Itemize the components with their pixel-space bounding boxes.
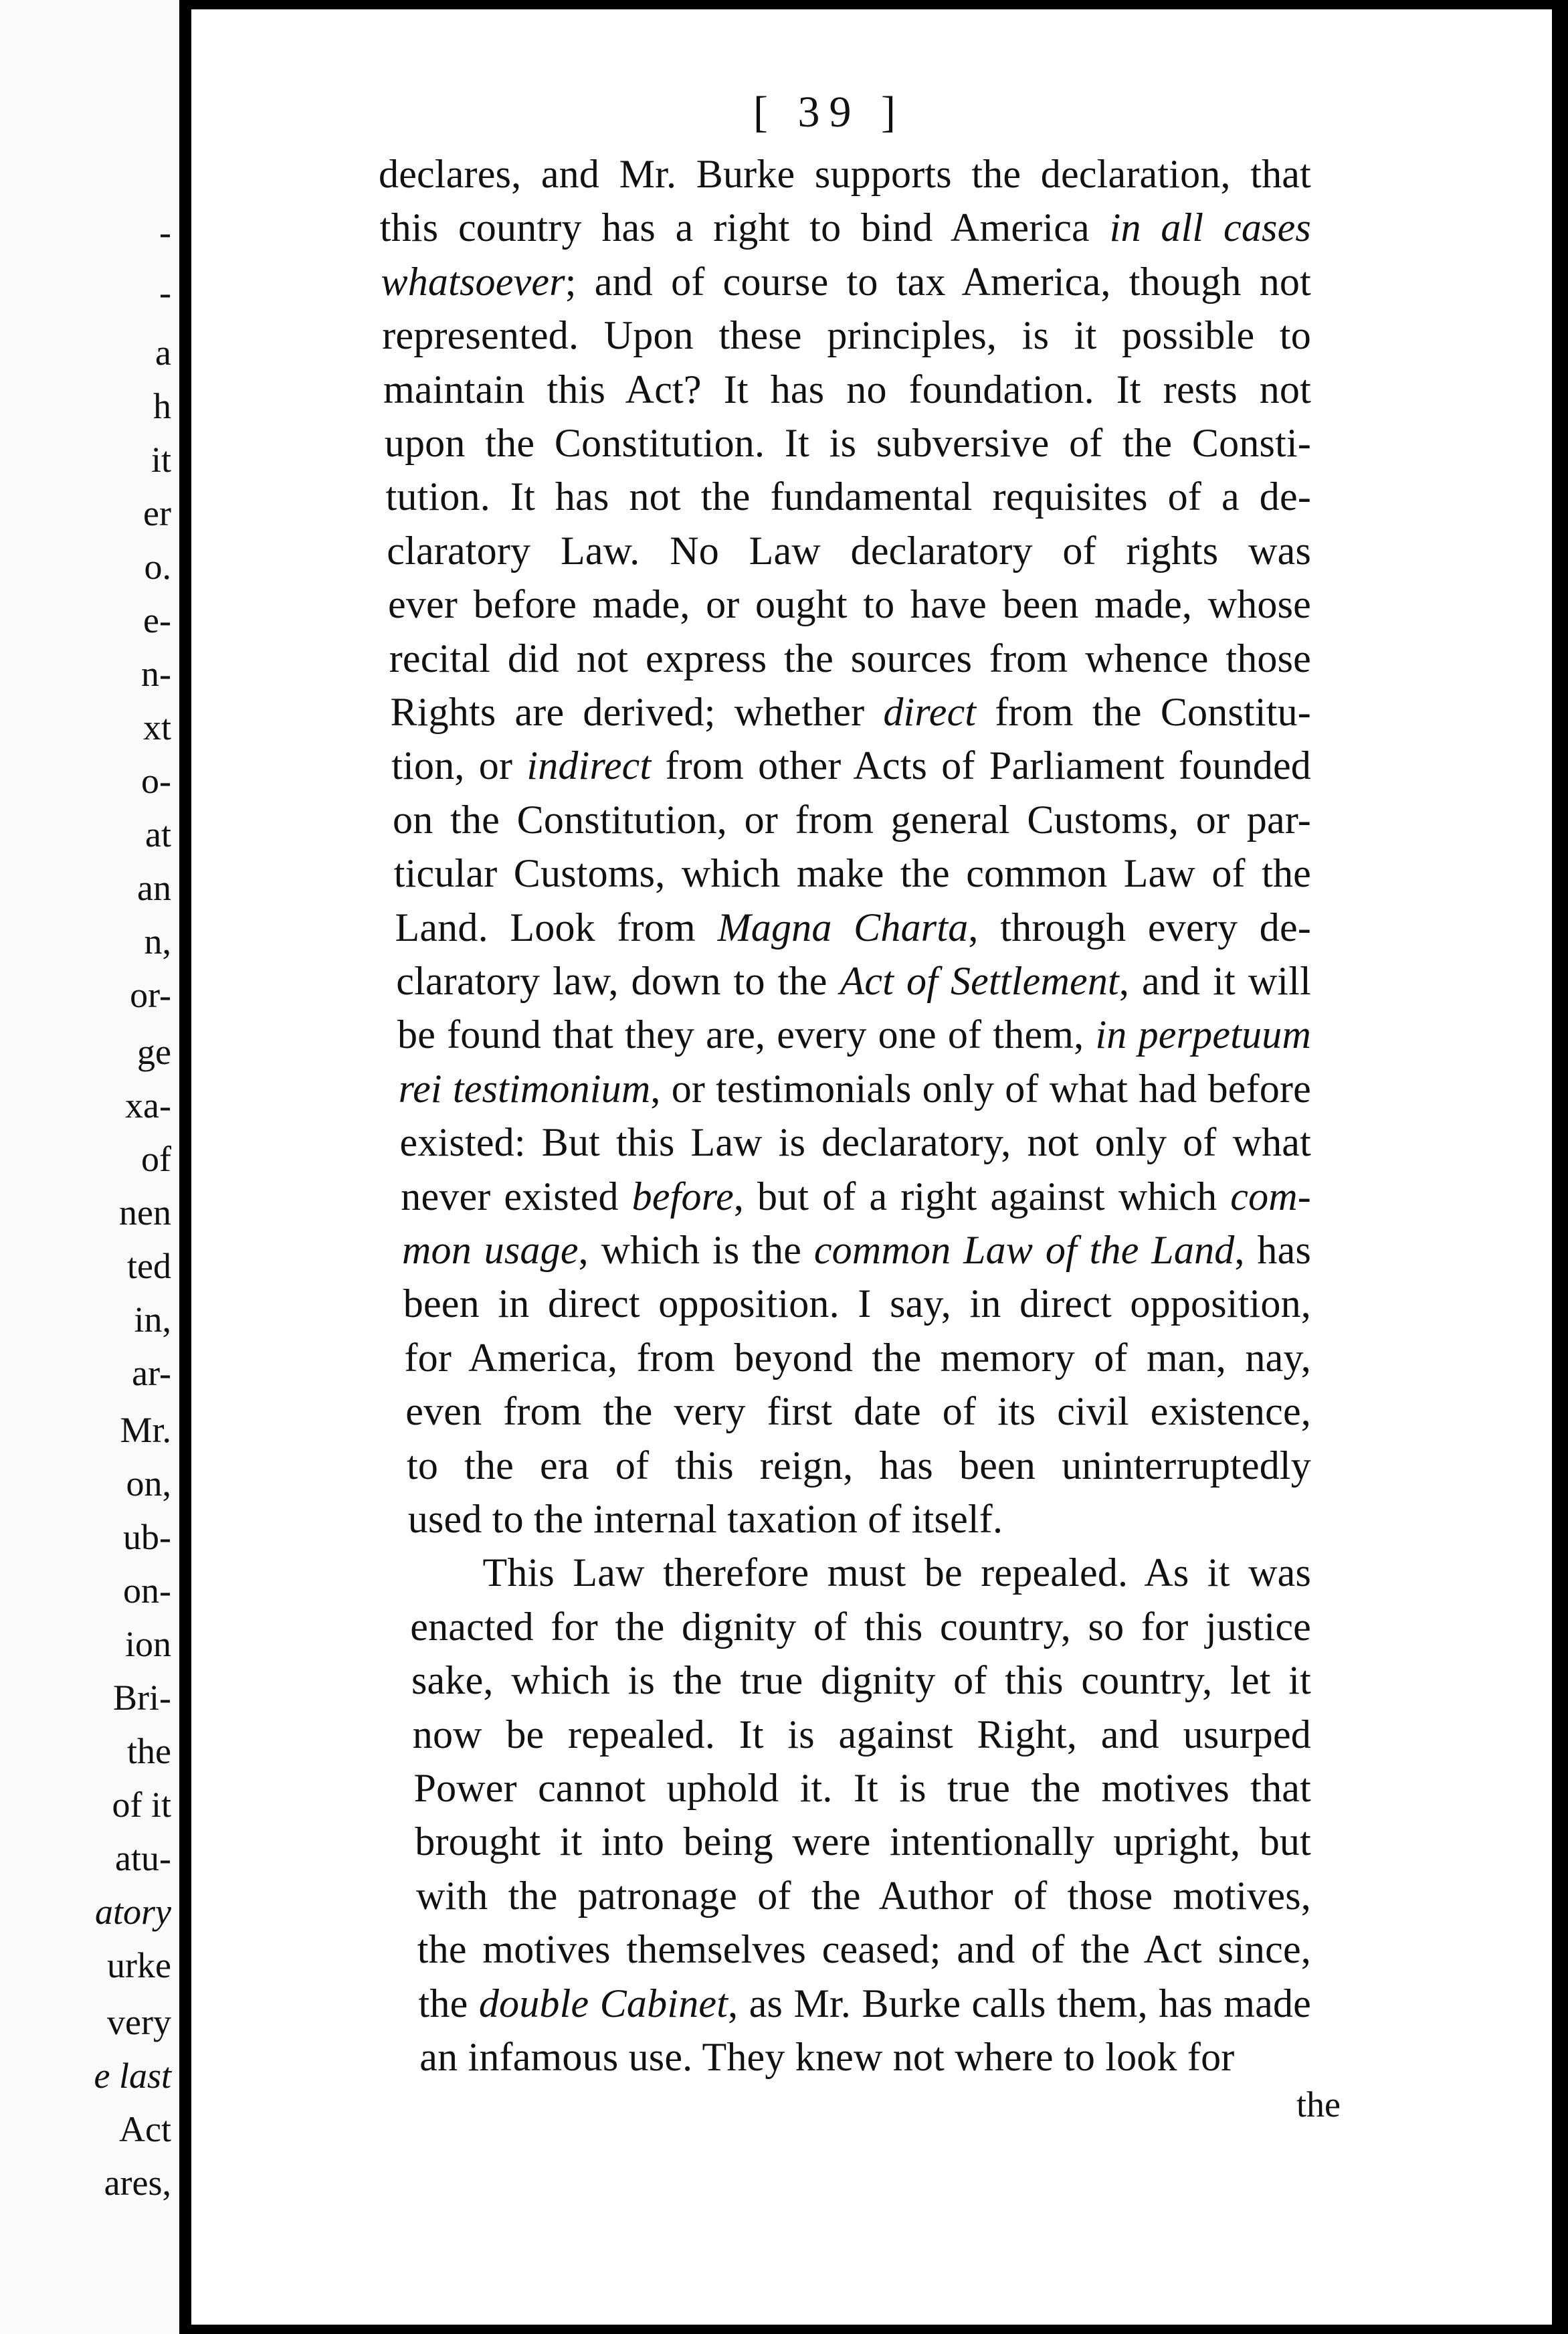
text-line: rei testimonium, or testimonials only of what had before bbox=[398, 1066, 1312, 1111]
left-page-text-fragment: n- bbox=[141, 654, 171, 694]
scan-border-top bbox=[191, 0, 1552, 9]
left-page-text-fragment: at bbox=[145, 814, 171, 855]
text-line: tution. It has not the fundamental requisites of a de- bbox=[385, 474, 1311, 519]
scan-border-bottom bbox=[191, 2325, 1552, 2334]
left-page-text-fragment: the bbox=[127, 1731, 171, 1771]
text-line: brought it into being were intentionally upright, but bbox=[415, 1819, 1311, 1864]
left-page-text-fragment: o. bbox=[144, 547, 171, 587]
left-page-text-fragment: - bbox=[159, 272, 171, 312]
left-page-text-fragment: of bbox=[141, 1139, 171, 1179]
left-page-text-fragment: Bri- bbox=[113, 1678, 171, 1718]
left-page-text-fragment: Mr. bbox=[120, 1410, 171, 1450]
left-page-text-fragment: on- bbox=[123, 1570, 171, 1611]
text-line: never existed before, but of a right against which com- bbox=[401, 1174, 1311, 1219]
text-line: with the patronage of the Author of those motives, bbox=[416, 1873, 1311, 1918]
text-line: recital did not express the sources from whence those bbox=[389, 636, 1311, 681]
left-page-text-fragment: - bbox=[159, 212, 171, 252]
text-line: used to the internal taxation of itself. bbox=[407, 1497, 1003, 1541]
left-page-text-fragment: h bbox=[153, 386, 171, 426]
text-line: enacted for the dignity of this country, so for justice bbox=[410, 1604, 1311, 1649]
text-line: claratory law, down to the Act of Settlement, and it will bbox=[396, 959, 1311, 1003]
text-line: Rights are derived; whether direct from the Constitu- bbox=[390, 690, 1311, 734]
left-page-text-fragment: on, bbox=[126, 1463, 171, 1504]
text-line: on the Constitution, or from general Customs, or par- bbox=[393, 797, 1311, 842]
page-number: [ 39 ] bbox=[753, 88, 905, 137]
left-page-text-fragment: ares, bbox=[104, 2163, 171, 2203]
text-line: this country has a right to bind America in all cases bbox=[379, 205, 1311, 250]
text-line: the double Cabinet, as Mr. Burke calls them, has made bbox=[418, 1981, 1311, 2026]
text-line: to the era of this reign, has been uninterruptedly bbox=[407, 1443, 1311, 1488]
text-line: Power cannot uphold it. It is true the motives that bbox=[413, 1766, 1311, 1810]
left-page-text-fragment: Act bbox=[119, 2109, 171, 2149]
left-page-text-fragment: it bbox=[151, 440, 171, 480]
text-line: upon the Constitution. It is subversive of the Consti- bbox=[384, 421, 1311, 465]
text-line: be found that they are, every one of them, in perpetuum bbox=[397, 1012, 1311, 1057]
left-page-text-fragment: nen bbox=[119, 1192, 171, 1233]
text-line: an infamous use. They knew not where to look for bbox=[419, 2035, 1235, 2079]
text-line: represented. Upon these principles, is it possible to bbox=[382, 313, 1311, 358]
page-gutter bbox=[179, 0, 191, 2334]
left-page-text-fragment: very bbox=[107, 2002, 171, 2042]
left-page-text-fragment: er bbox=[143, 493, 171, 533]
left-page-text-fragment: atory bbox=[95, 1892, 171, 1932]
left-page-text-fragment: of it bbox=[112, 1785, 171, 1825]
text-line: declares, and Mr. Burke supports the declaration, that bbox=[379, 152, 1311, 196]
text-line: now be repealed. It is against Right, and usurped bbox=[412, 1712, 1311, 1757]
left-page-text-fragment: an bbox=[137, 868, 171, 908]
text-line: for America, from beyond the memory of man, nay, bbox=[404, 1335, 1311, 1380]
left-page-fragment bbox=[0, 0, 187, 2334]
left-page-text-fragment: xt bbox=[142, 707, 171, 747]
text-line: even from the very first date of its civil existence, bbox=[405, 1389, 1311, 1434]
text-line: existed: But this Law is declaratory, not only of what bbox=[399, 1120, 1311, 1165]
left-page-text-fragment: xa- bbox=[125, 1085, 171, 1126]
left-page-text-fragment: ge bbox=[137, 1032, 171, 1072]
text-line: maintain this Act? It has no foundation. It rests not bbox=[383, 367, 1311, 412]
left-page-text-fragment: n, bbox=[144, 921, 171, 962]
text-line: sake, which is the true dignity of this country, let it bbox=[411, 1658, 1311, 1703]
text-line: been in direct opposition. I say, in direct opposition, bbox=[403, 1281, 1311, 1326]
left-page-text-fragment: ion bbox=[124, 1624, 171, 1664]
left-page-text-fragment: e- bbox=[143, 600, 171, 640]
left-page-text-fragment: or- bbox=[130, 975, 171, 1015]
text-line: whatsoever; and of course to tax America, though not bbox=[381, 259, 1311, 304]
left-page-text-fragment: o- bbox=[141, 761, 171, 801]
text-line: mon usage, which is the common Law of the Land, has bbox=[402, 1228, 1312, 1272]
left-page-text-fragment: urke bbox=[107, 1945, 171, 1985]
text-line: tion, or indirect from other Acts of Parliament founded bbox=[391, 743, 1311, 788]
text-line: ticular Customs, which make the common Law of the bbox=[393, 851, 1311, 896]
text-line: This Law therefore must be repealed. As it was bbox=[482, 1550, 1311, 1595]
text-line: Land. Look from Magna Charta, through every de- bbox=[395, 905, 1312, 950]
left-page-text-fragment: ub- bbox=[123, 1517, 171, 1557]
left-page-text-fragment: a bbox=[155, 333, 171, 373]
catchword: the bbox=[1296, 2084, 1341, 2125]
text-line: ever before made, or ought to have been made, whose bbox=[388, 582, 1311, 627]
scan-border-right bbox=[1552, 0, 1568, 2334]
left-page-text-fragment: ted bbox=[127, 1246, 171, 1286]
text-line: claratory Law. No Law declaratory of rights was bbox=[387, 528, 1311, 573]
left-page-text-fragment: atu- bbox=[115, 1838, 171, 1878]
left-page-text-fragment: e last bbox=[94, 2056, 171, 2096]
left-page-text-fragment: in, bbox=[134, 1299, 171, 1340]
text-line: the motives themselves ceased; and of the Act since, bbox=[417, 1927, 1311, 1972]
left-page-text-fragment: ar- bbox=[132, 1353, 171, 1393]
